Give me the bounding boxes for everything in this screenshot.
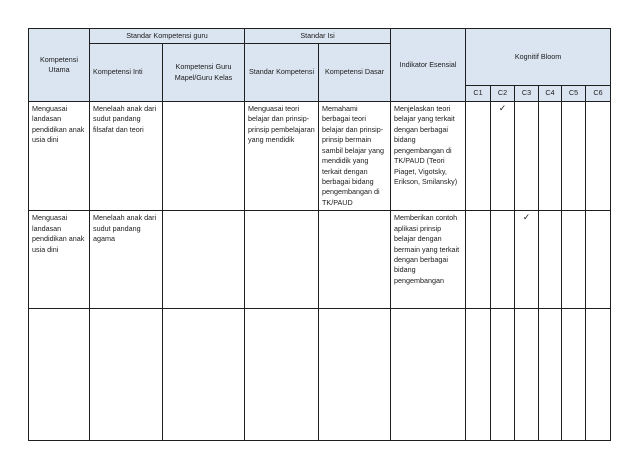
header-standar-isi: Standar Isi (245, 29, 391, 44)
cell-kompetensi-inti: Menelaah anak dari sudut pandang agama (90, 211, 163, 309)
empty-cell (245, 309, 319, 441)
cell-kompetensi-dasar (319, 211, 391, 309)
header-standar-kompetensi: Standar Kompetensi (245, 44, 319, 101)
header-level-c2: C2 (491, 86, 515, 101)
empty-cell (466, 309, 491, 441)
cell-bloom-c6 (586, 211, 611, 309)
empty-cell (562, 309, 586, 441)
cell-standar-kompetensi: Menguasai teori belajar dan prinsip-prinsip pembelajaran yang mendidik (245, 101, 319, 210)
header-level-c3: C3 (515, 86, 539, 101)
header-level-c6: C6 (586, 86, 611, 101)
cell-kompetensi-guru-mapel (163, 211, 245, 309)
empty-cell (391, 309, 466, 441)
table-row (29, 309, 611, 441)
empty-cell (491, 309, 515, 441)
header-level-c5: C5 (562, 86, 586, 101)
cell-bloom-c1 (466, 101, 491, 210)
header-kognitif-bloom: Kognitif Bloom (466, 29, 611, 86)
cell-bloom-c2 (491, 101, 515, 210)
cell-bloom-c2 (491, 211, 515, 309)
empty-cell (515, 309, 539, 441)
cell-kompetensi-utama: Menguasai landasan pendidikan anak usia dini (29, 211, 90, 309)
header-kompetensi-guru-mapel: Kompetensi Guru Mapel/Guru Kelas (163, 44, 245, 101)
table-row (29, 101, 611, 210)
empty-cell (539, 309, 562, 441)
cell-bloom-c5 (562, 101, 586, 210)
competency-table (28, 28, 611, 441)
empty-cell (90, 309, 163, 441)
empty-cell (586, 309, 611, 441)
header-standar-kompetensi-guru: Standar Kompetensi guru (90, 29, 245, 44)
cell-bloom-c4 (539, 101, 562, 210)
cell-bloom-c5 (562, 211, 586, 309)
cell-bloom-c6 (586, 101, 611, 210)
cell-indikator-esensial: Menjelaskan teori belajar yang terkait dengan berbagai bidang pengembangan di TK/PAUD (Teori Piaget, Vigotsky, Erikson, Smilansky) (391, 101, 466, 210)
empty-cell (29, 309, 90, 441)
header-kompetensi-dasar: Kompetensi Dasar (319, 44, 391, 101)
header-level-c4: C4 (539, 86, 562, 101)
empty-cell (163, 309, 245, 441)
check-mark-icon: ✓ (522, 212, 531, 223)
cell-kompetensi-dasar: Memahami berbagai teori belajar dan prinsip-prinsip bermain sambil belajar yang mendidik yang terkait dengan berbagai bidang pengembangan di TK/PAUD (319, 101, 391, 210)
header-kompetensi-utama: Kompetensi Utama (29, 29, 90, 102)
cell-kompetensi-utama: Menguasai landasan pendidikan anak usia dini (29, 101, 90, 210)
cell-kompetensi-guru-mapel (163, 101, 245, 210)
cell-indikator-esensial: Memberikan contoh aplikasi prinsip belajar dengan bermain yang terkait dengan berbagai bidang pengembangan (391, 211, 466, 309)
header-kompetensi-inti: Kompetensi Inti (90, 44, 163, 101)
cell-bloom-c3 (515, 211, 539, 309)
check-mark-icon: ✓ (498, 102, 507, 113)
cell-bloom-c1 (466, 211, 491, 309)
cell-standar-kompetensi (245, 211, 319, 309)
cell-bloom-c4 (539, 211, 562, 309)
table-row (29, 211, 611, 309)
header-level-c1: C1 (466, 86, 491, 101)
empty-cell (319, 309, 391, 441)
cell-bloom-c3 (515, 101, 539, 210)
cell-kompetensi-inti: Menelaah anak dari sudut pandang filsafat dan teori (90, 101, 163, 210)
header-indikator-esensial: Indikator Esensial (391, 29, 466, 102)
